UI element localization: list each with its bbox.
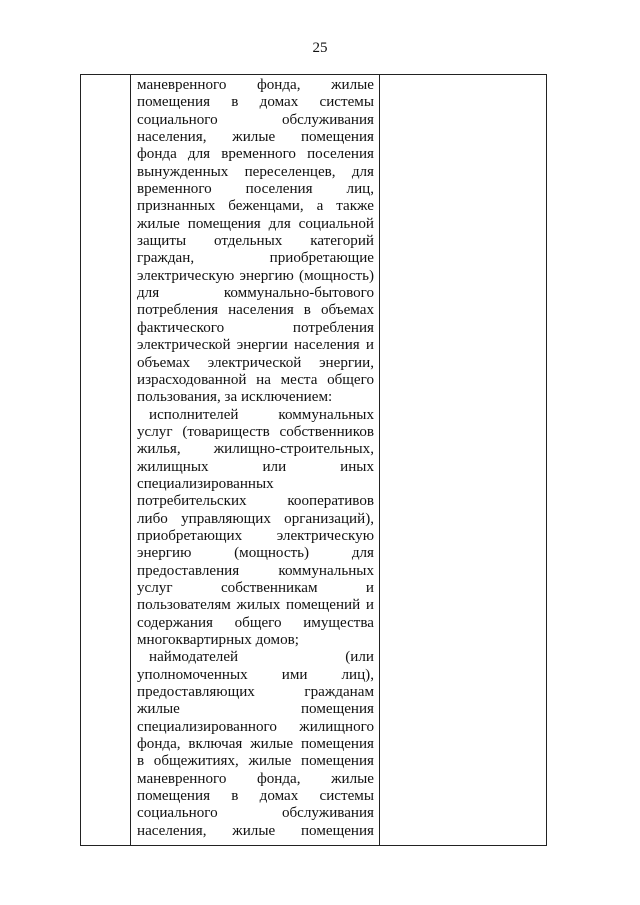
- text-line: социального обслуживания: [137, 805, 374, 822]
- text-line: временного поселения лиц,: [137, 181, 374, 198]
- text-line: помещения в домах системы: [137, 788, 374, 805]
- text-line: защиты отдельных категорий: [137, 233, 374, 250]
- text-line: услуг (товариществ собственников: [137, 423, 374, 440]
- text-line: признанных беженцами, а также: [137, 198, 374, 215]
- text-line: жилые помещения для социальной: [137, 215, 374, 232]
- text-line: населения, жилые помещения: [137, 129, 374, 146]
- text-line: жилые помещения: [137, 701, 374, 718]
- text-line: социального обслуживания: [137, 111, 374, 128]
- text-line: исполнителей коммунальных: [149, 406, 374, 423]
- text-line: объемах электрической энергии,: [137, 354, 374, 371]
- text-line: многоквартирных домов;: [137, 632, 299, 648]
- text-line: граждан, приобретающие: [137, 250, 374, 267]
- text-line: жилищных или иных: [137, 458, 374, 475]
- text-line: услуг собственникам и: [137, 579, 374, 596]
- text-line: электрическую энергию (мощность): [137, 267, 374, 284]
- text-line: потребления населения в объемах: [137, 302, 374, 319]
- text-line: маневренного фонда, жилые: [137, 770, 374, 787]
- text-line: потребительских кооперативов: [137, 493, 374, 510]
- text-line: израсходованной на места общего: [137, 371, 374, 388]
- text-line: жилья, жилищно-строительных,: [137, 441, 374, 458]
- text-line: содержания общего имущества: [137, 614, 374, 631]
- column-divider: [379, 75, 380, 845]
- text-line: энергию (мощность) для: [137, 545, 374, 562]
- text-line: в общежитиях, жилые помещения: [137, 753, 374, 770]
- text-line: для коммунально-бытового: [137, 285, 374, 302]
- text-line: населения, жилые помещения: [137, 822, 374, 839]
- page-number: 25: [312, 40, 328, 56]
- text-line: фонда, включая жилые помещения: [137, 736, 374, 753]
- text-line: маневренного фонда, жилые: [137, 77, 374, 93]
- text-line: фактического потребления: [137, 319, 374, 336]
- text-line: пользователям жилых помещений и: [137, 597, 374, 614]
- text-line: либо управляющих организаций),: [137, 510, 374, 527]
- text-line: предоставляющих гражданам: [137, 684, 374, 701]
- text-line: специализированного жилищного: [137, 718, 374, 735]
- text-line: предоставления коммунальных: [137, 562, 374, 579]
- text-line: электрической энергии населения и: [137, 337, 374, 354]
- text-line: помещения в домах системы: [137, 94, 374, 111]
- text-line: приобретающих электрическую: [137, 527, 374, 544]
- text-line: фонда для временного поселения: [137, 146, 374, 163]
- text-line: специализированных: [137, 475, 274, 492]
- text-line: вынужденных переселенцев, для: [137, 163, 374, 180]
- text-line: пользования, за исключением:: [137, 389, 333, 406]
- text-line: наймодателей (или: [149, 649, 374, 666]
- column-divider: [130, 75, 131, 845]
- document-table: [80, 74, 547, 846]
- text-line: уполномоченных ими лиц),: [137, 666, 374, 683]
- description-column-text: [137, 77, 374, 840]
